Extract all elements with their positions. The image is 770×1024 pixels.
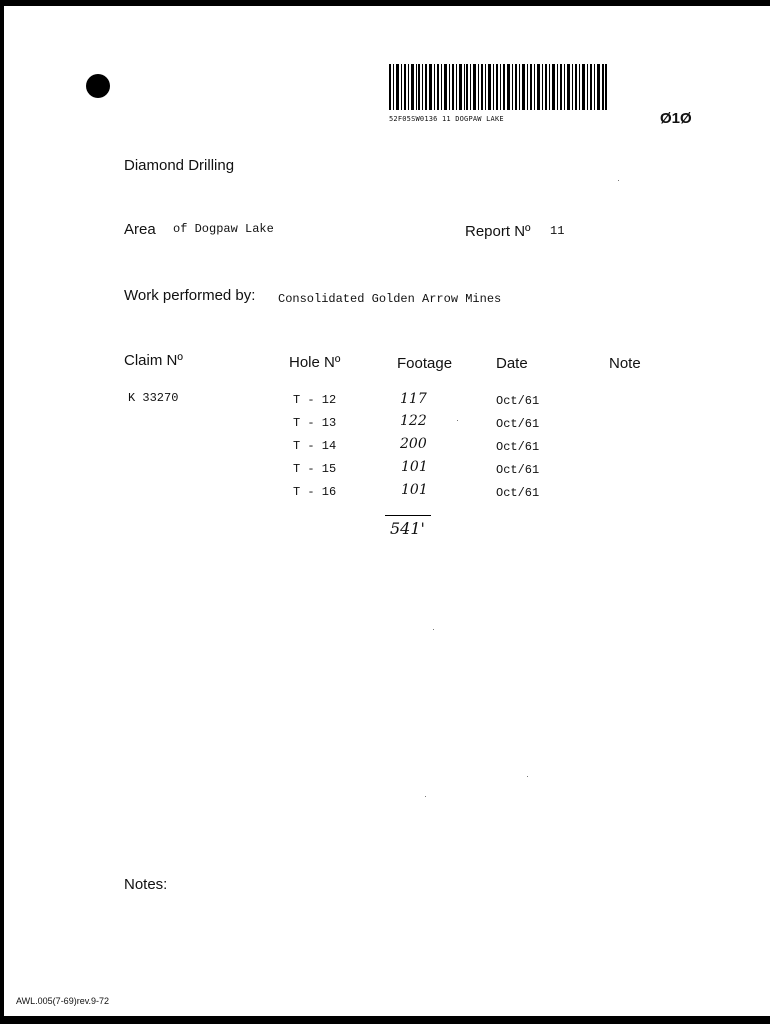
document-code: Ø1Ø <box>660 110 692 127</box>
scan-speck <box>618 180 619 181</box>
column-header-hole: Hole Nº <box>289 354 341 371</box>
table-row-hole: T - 13 <box>293 416 337 430</box>
scan-border-top <box>0 0 770 6</box>
scan-speck <box>425 796 426 797</box>
punch-hole <box>86 74 110 98</box>
table-row-hole: T - 16 <box>293 485 337 499</box>
scan-border-left <box>0 0 4 1024</box>
table-row-date: Oct/61 <box>496 463 540 477</box>
table-row-hole: T - 14 <box>293 439 337 453</box>
table-row-footage: 117 <box>400 391 427 407</box>
report-value: 11 <box>550 224 565 238</box>
total-underline <box>385 515 431 516</box>
form-code: AWL.005(7-69)rev.9-72 <box>16 996 110 1006</box>
footage-total: 541' <box>390 519 425 538</box>
work-performed-value: Consolidated Golden Arrow Mines <box>278 292 502 306</box>
table-row-footage: 101 <box>401 459 428 475</box>
column-header-date: Date <box>496 355 528 372</box>
scan-border-bottom <box>0 1016 770 1024</box>
column-header-footage: Footage <box>397 355 453 372</box>
scan-speck <box>457 420 458 421</box>
barcode <box>389 64 607 110</box>
claim-number: K 33270 <box>128 391 179 405</box>
form-title: Diamond Drilling <box>124 157 235 174</box>
area-value: of Dogpaw Lake <box>173 222 274 236</box>
barcode-caption: 52F05SW0136 11 DOGPAW LAKE <box>389 115 504 123</box>
table-row-hole: T - 15 <box>293 462 337 476</box>
report-label: Report Nº <box>465 223 531 240</box>
scan-speck <box>527 776 528 777</box>
work-performed-label: Work performed by: <box>124 287 256 304</box>
table-row-hole: T - 12 <box>293 393 337 407</box>
column-header-note: Note <box>609 355 641 372</box>
table-row-date: Oct/61 <box>496 440 540 454</box>
area-label: Area <box>124 221 156 238</box>
scan-speck <box>433 629 434 630</box>
table-row-footage: 101 <box>401 482 428 498</box>
column-header-claim: Claim Nº <box>124 352 183 369</box>
table-row-date: Oct/61 <box>496 394 540 408</box>
table-row-footage: 200 <box>400 436 427 452</box>
notes-label: Notes: <box>124 876 168 893</box>
table-row-date: Oct/61 <box>496 486 540 500</box>
table-row-date: Oct/61 <box>496 417 540 431</box>
table-row-footage: 122 <box>400 413 427 429</box>
